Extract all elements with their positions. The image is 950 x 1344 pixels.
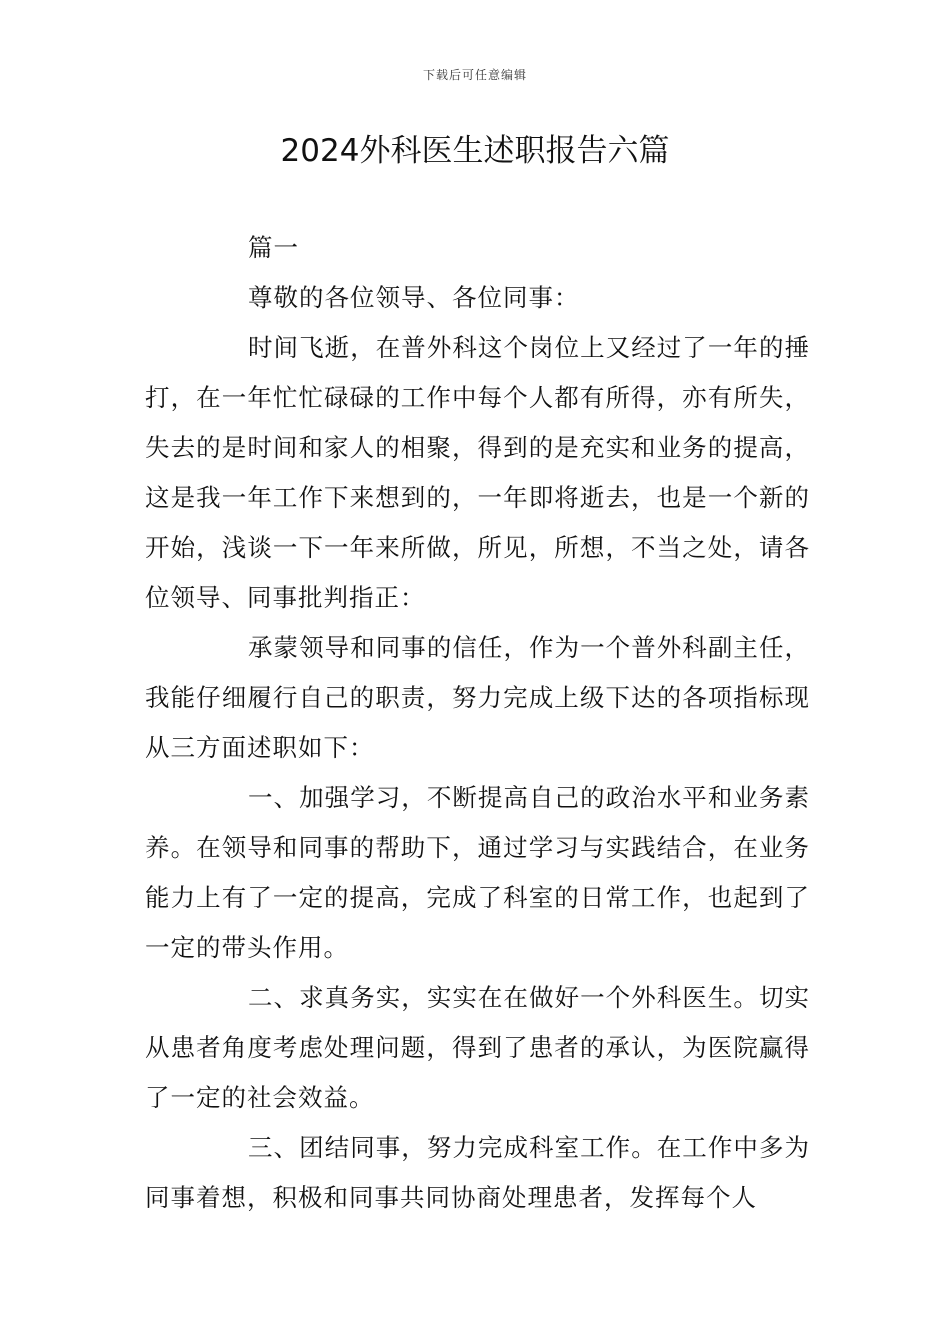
body-paragraph: 二、求真务实，实实在在做好一个外科医生。切实从患者角度考虑处理问题，得到了患者的承认，为医院赢得了一定的社会效益。 — [145, 983, 810, 1112]
header-note: 下载后可任意编辑 — [422, 68, 527, 82]
document-body — [145, 223, 810, 1223]
body-paragraph: 承蒙领导和同事的信任，作为一个普外科副主任，我能仔细履行自己的职责，努力完成上级下达的各项指标现从三方面述职如下： — [145, 633, 810, 762]
body-paragraph: 一、加强学习，不断提高自己的政治水平和业务素养。在领导和同事的帮助下，通过学习与实践结合，在业务能力上有了一定的提高，完成了科室的日常工作，也起到了一定的带头作用。 — [145, 783, 810, 962]
section-heading: 篇一 — [248, 233, 299, 262]
salutation: 尊敬的各位领导、各位同事： — [248, 283, 580, 312]
body-paragraph: 三、团结同事，努力完成科室工作。在工作中多为同事着想，积极和同事共同协商处理患者，发挥每个人 — [145, 1133, 810, 1212]
document-title: 2024外科医生述职报告六篇 — [280, 133, 670, 169]
body-paragraph: 时间飞逝，在普外科这个岗位上又经过了一年的捶打，在一年忙忙碌碌的工作中每个人都有所得，亦有所失，失去的是时间和家人的相聚，得到的是充实和业务的提高，这是我一年工作下来想到的，一年即将逝去，也是一个新的开始，浅谈一下一年来所做，所见，所想，不当之处，请各位领导、同事批判指正： — [145, 333, 810, 612]
